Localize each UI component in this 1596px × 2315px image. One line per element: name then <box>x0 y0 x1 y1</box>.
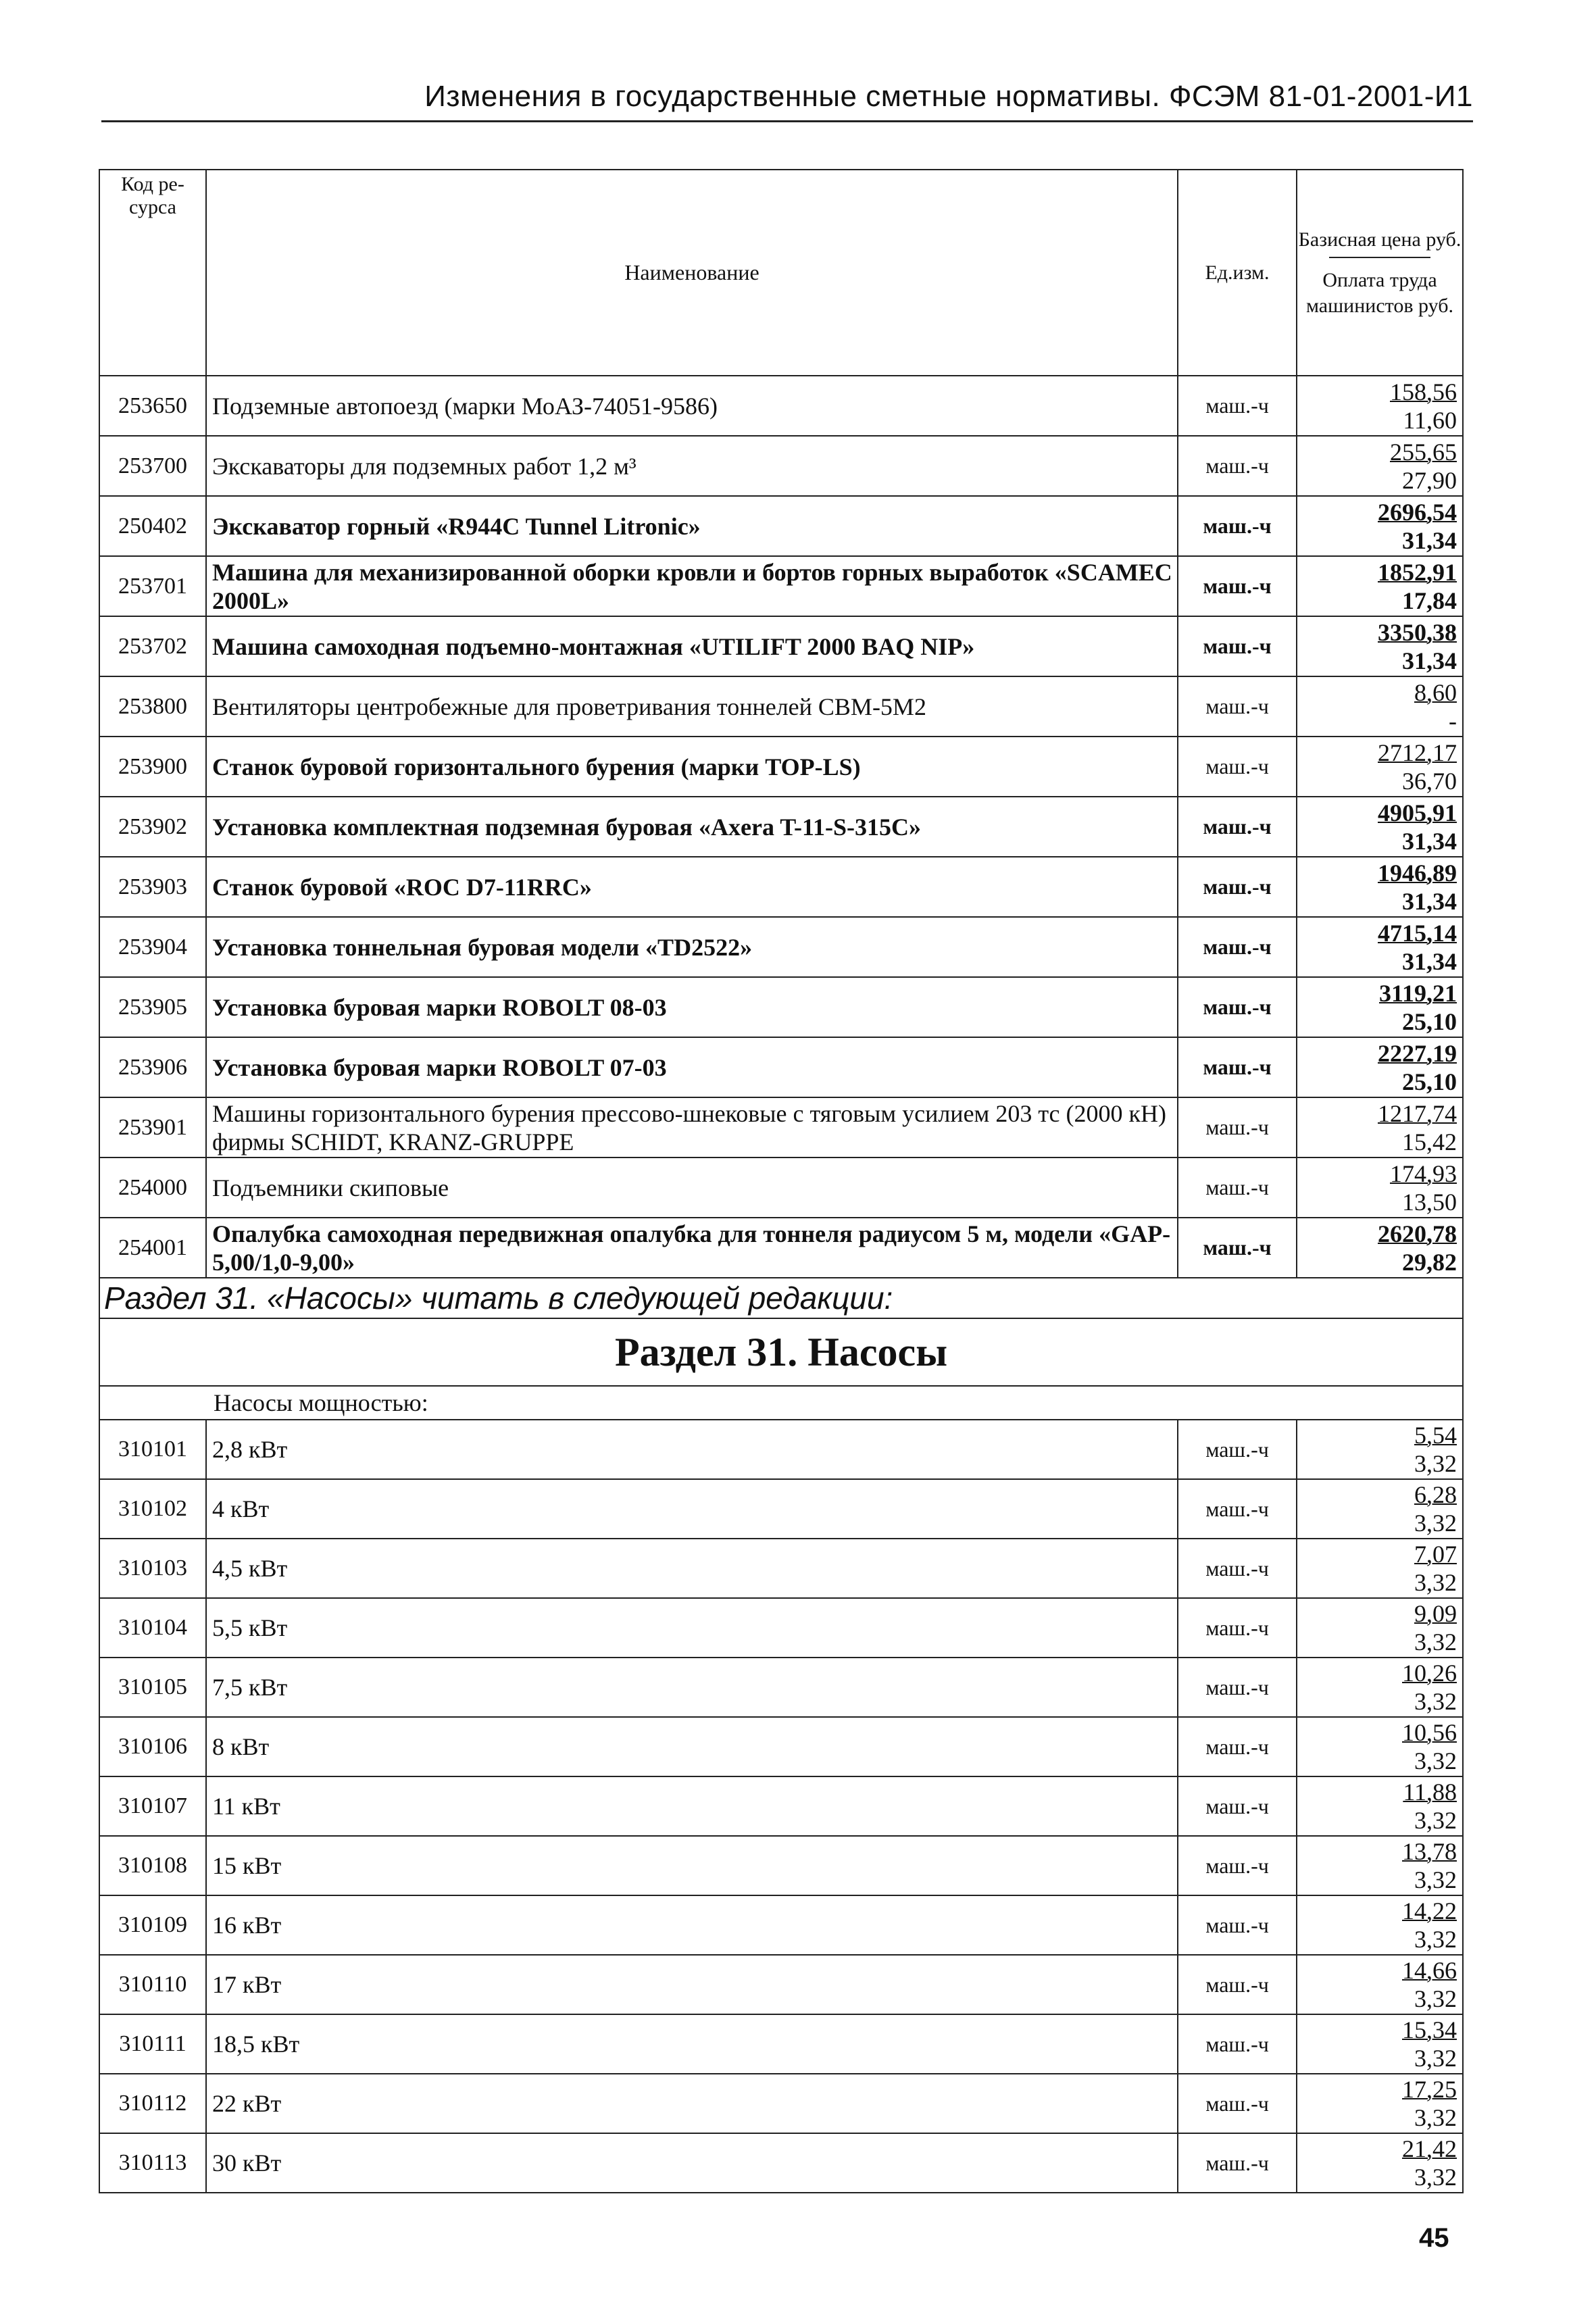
table-row <box>99 676 1463 737</box>
resource-code: 253900 <box>99 737 206 797</box>
table-row <box>99 1158 1463 1218</box>
column-header-operator-pay: Оплата труда машинистов руб. <box>1305 268 1454 317</box>
operator-pay: 31,34 <box>1402 526 1457 554</box>
base-price: 13,78 <box>1402 1838 1457 1865</box>
table-row <box>99 857 1463 917</box>
resource-code: 253906 <box>99 1037 206 1097</box>
resource-price <box>1297 616 1463 676</box>
resource-code: 310102 <box>99 1479 206 1539</box>
resource-name: 8 кВт <box>206 1717 1178 1776</box>
resource-unit: маш.-ч <box>1178 1479 1297 1539</box>
column-header-name: Наименование <box>206 170 1178 376</box>
resource-code: 310103 <box>99 1539 206 1598</box>
table-row <box>99 2074 1463 2133</box>
base-price: 7,07 <box>1414 1541 1457 1568</box>
resource-name: 16 кВт <box>206 1895 1178 1955</box>
resource-unit: маш.-ч <box>1178 1776 1297 1836</box>
resource-unit: маш.-ч <box>1178 977 1297 1037</box>
column-header-code: Код ре-сурса <box>99 170 206 376</box>
section-title: Раздел 31. Насосы <box>99 1318 1463 1386</box>
resource-code: 310101 <box>99 1420 206 1479</box>
resource-price <box>1297 737 1463 797</box>
base-price: 174,93 <box>1390 1160 1457 1187</box>
resource-name: 17 кВт <box>206 1955 1178 2014</box>
resource-name: Установка комплектная подземная буровая «Axera T-11-S-315C» <box>206 797 1178 857</box>
base-price: 2712,17 <box>1378 739 1457 766</box>
table-row <box>99 1539 1463 1598</box>
resource-price <box>1297 376 1463 436</box>
resource-price <box>1297 1895 1463 1955</box>
resource-price <box>1297 2133 1463 2193</box>
operator-pay: 3,32 <box>1414 1807 1457 1834</box>
page-number: 45 <box>1419 2223 1449 2253</box>
resource-code: 310104 <box>99 1598 206 1658</box>
resource-price <box>1297 797 1463 857</box>
table-row <box>99 556 1463 616</box>
table-row <box>99 376 1463 436</box>
resource-price <box>1297 977 1463 1037</box>
column-header-base-price: Базисная цена руб. <box>1298 228 1462 251</box>
operator-pay: 31,34 <box>1402 887 1457 915</box>
operator-pay: 3,32 <box>1414 2045 1457 2072</box>
resource-unit: маш.-ч <box>1178 917 1297 977</box>
resource-code: 253701 <box>99 556 206 616</box>
operator-pay: 3,32 <box>1414 1510 1457 1537</box>
operator-pay: 15,42 <box>1402 1128 1457 1155</box>
resource-price <box>1297 1479 1463 1539</box>
operator-pay: 25,10 <box>1402 1007 1457 1035</box>
base-price: 14,66 <box>1402 1957 1457 1984</box>
header-divider <box>101 120 1473 122</box>
resource-name: Машина для механизированной оборки кровли и бортов горных выработок «SCAMEC 2000L» <box>206 556 1178 616</box>
table-row <box>99 1218 1463 1278</box>
resource-price <box>1297 857 1463 917</box>
resource-name: 11 кВт <box>206 1776 1178 1836</box>
base-price: 10,56 <box>1402 1719 1457 1746</box>
operator-pay: 3,32 <box>1414 1985 1457 2012</box>
resource-name: Машина самоходная подъемно-монтажная «UTILIFT 2000 BAQ NIP» <box>206 616 1178 676</box>
operator-pay: 3,32 <box>1414 2164 1457 2191</box>
resource-unit: маш.-ч <box>1178 436 1297 496</box>
column-header-unit: Ед.изм. <box>1178 170 1297 376</box>
table-row <box>99 496 1463 556</box>
resource-unit: маш.-ч <box>1178 797 1297 857</box>
resource-name: 22 кВт <box>206 2074 1178 2133</box>
table-row <box>99 917 1463 977</box>
resource-unit: маш.-ч <box>1178 376 1297 436</box>
resource-unit: маш.-ч <box>1178 1955 1297 2014</box>
base-price: 6,28 <box>1414 1481 1457 1508</box>
resource-unit: маш.-ч <box>1178 737 1297 797</box>
resource-price <box>1297 556 1463 616</box>
operator-pay: 27,90 <box>1402 466 1457 494</box>
table-row <box>99 1037 1463 1097</box>
section-note: Раздел 31. «Насосы» читать в следующей редакции: <box>99 1278 1463 1318</box>
operator-pay: 31,34 <box>1402 827 1457 855</box>
resource-code: 250402 <box>99 496 206 556</box>
table-row <box>99 1097 1463 1158</box>
table-row <box>99 977 1463 1037</box>
base-price: 9,09 <box>1414 1600 1457 1627</box>
resource-price <box>1297 2014 1463 2074</box>
operator-pay: 3,32 <box>1414 1747 1457 1774</box>
resource-name: 30 кВт <box>206 2133 1178 2193</box>
operator-pay: 3,32 <box>1414 1688 1457 1715</box>
resource-price <box>1297 2074 1463 2133</box>
operator-pay: 3,32 <box>1414 1450 1457 1477</box>
table-row <box>99 1955 1463 2014</box>
base-price: 4715,14 <box>1378 919 1457 947</box>
resource-name: Установка буровая марки ROBOLT 07-03 <box>206 1037 1178 1097</box>
resource-price <box>1297 1776 1463 1836</box>
resource-unit: маш.-ч <box>1178 2133 1297 2193</box>
operator-pay: 11,60 <box>1403 406 1457 434</box>
resource-code: 310111 <box>99 2014 206 2074</box>
resource-code: 253700 <box>99 436 206 496</box>
resource-code: 253800 <box>99 676 206 737</box>
resource-name: 15 кВт <box>206 1836 1178 1895</box>
table-row <box>99 1420 1463 1479</box>
table-row <box>99 2133 1463 2193</box>
base-price: 17,25 <box>1402 2076 1457 2103</box>
resource-code: 310107 <box>99 1776 206 1836</box>
operator-pay: 3,32 <box>1414 1926 1457 1953</box>
resource-name: 4,5 кВт <box>206 1539 1178 1598</box>
table-row <box>99 1895 1463 1955</box>
table-row <box>99 2014 1463 2074</box>
table-row <box>99 1479 1463 1539</box>
resource-code: 253904 <box>99 917 206 977</box>
resource-price <box>1297 1598 1463 1658</box>
table-row <box>99 1717 1463 1776</box>
resource-code: 253702 <box>99 616 206 676</box>
resource-price <box>1297 1836 1463 1895</box>
base-price: 2227,19 <box>1378 1039 1457 1067</box>
resource-price <box>1297 436 1463 496</box>
resource-name: Станок буровой «ROC D7-11RRC» <box>206 857 1178 917</box>
resource-name: 5,5 кВт <box>206 1598 1178 1658</box>
resource-price <box>1297 917 1463 977</box>
operator-pay: 3,32 <box>1414 1569 1457 1596</box>
operator-pay: 36,70 <box>1402 767 1457 795</box>
resource-price <box>1297 1717 1463 1776</box>
resource-name: 4 кВт <box>206 1479 1178 1539</box>
resource-price <box>1297 1097 1463 1158</box>
resource-name: Подземные автопоезд (марки МоАЗ-74051-9586) <box>206 376 1178 436</box>
operator-pay: 3,32 <box>1414 1866 1457 1893</box>
resource-code: 310109 <box>99 1895 206 1955</box>
base-price: 1217,74 <box>1378 1099 1457 1127</box>
resource-price <box>1297 1658 1463 1717</box>
operator-pay: 31,34 <box>1402 947 1457 975</box>
operator-pay: 13,50 <box>1402 1188 1457 1216</box>
base-price: 255,65 <box>1390 438 1457 466</box>
operator-pay: 31,34 <box>1402 647 1457 674</box>
resource-code: 253901 <box>99 1097 206 1158</box>
resource-code: 310112 <box>99 2074 206 2133</box>
resource-name: Экскаватор горный «R944C Tunnel Litronic» <box>206 496 1178 556</box>
resource-unit: маш.-ч <box>1178 676 1297 737</box>
base-price: 8,60 <box>1414 678 1457 706</box>
base-price: 3350,38 <box>1378 618 1457 646</box>
base-price: 158,56 <box>1390 378 1457 405</box>
base-price: 5,54 <box>1414 1422 1457 1449</box>
resource-unit: маш.-ч <box>1178 616 1297 676</box>
resource-name: Экскаваторы для подземных работ 1,2 м³ <box>206 436 1178 496</box>
resource-unit: маш.-ч <box>1178 1539 1297 1598</box>
base-price: 21,42 <box>1402 2135 1457 2162</box>
resource-price <box>1297 676 1463 737</box>
table-row <box>99 436 1463 496</box>
resource-unit: маш.-ч <box>1178 1097 1297 1158</box>
base-price: 1852,91 <box>1378 558 1457 586</box>
operator-pay: 3,32 <box>1414 1628 1457 1656</box>
resource-price <box>1297 1955 1463 2014</box>
operator-pay: 29,82 <box>1402 1248 1457 1276</box>
base-price: 11,88 <box>1403 1778 1457 1806</box>
table-row <box>99 737 1463 797</box>
operator-pay: 3,32 <box>1414 2104 1457 2131</box>
resource-code: 254001 <box>99 1218 206 1278</box>
resource-unit: маш.-ч <box>1178 2014 1297 2074</box>
resource-price <box>1297 1158 1463 1218</box>
resource-name: Установка тоннельная буровая модели «TD2522» <box>206 917 1178 977</box>
resource-name: Вентиляторы центробежные для проветривания тоннелей СВМ-5М2 <box>206 676 1178 737</box>
resource-name: Подъемники скиповые <box>206 1158 1178 1218</box>
table-row <box>99 616 1463 676</box>
table-row <box>99 1598 1463 1658</box>
base-price: 15,34 <box>1402 2016 1457 2043</box>
resource-name: Станок буровой горизонтального бурения (марки TOP-LS) <box>206 737 1178 797</box>
resource-unit: маш.-ч <box>1178 1037 1297 1097</box>
base-price: 10,26 <box>1402 1660 1457 1687</box>
resource-code: 253902 <box>99 797 206 857</box>
resource-code: 310113 <box>99 2133 206 2193</box>
table-row <box>99 1836 1463 1895</box>
base-price: 2620,78 <box>1378 1220 1457 1247</box>
resource-price <box>1297 1037 1463 1097</box>
resource-unit: маш.-ч <box>1178 1218 1297 1278</box>
subheading: Насосы мощностью: <box>99 1386 1463 1420</box>
base-price: 14,22 <box>1402 1897 1457 1924</box>
operator-pay: 25,10 <box>1402 1068 1457 1095</box>
subheading-row <box>99 1386 1463 1420</box>
resource-unit: маш.-ч <box>1178 1420 1297 1479</box>
resource-name: 18,5 кВт <box>206 2014 1178 2074</box>
resource-name: Опалубка самоходная передвижная опалубка для тоннеля радиусом 5 м, модели «GAP-5,00/1,0-9,00» <box>206 1218 1178 1278</box>
resource-name: Машины горизонтального бурения прессово-шнековые с тяговым усилием 203 тс (2000 кН) фирмы SCHIDT, KRANZ-GRUPPE <box>206 1097 1178 1158</box>
resource-table <box>99 169 1464 2193</box>
resource-price <box>1297 1420 1463 1479</box>
column-header-price <box>1297 170 1463 376</box>
resource-unit: маш.-ч <box>1178 496 1297 556</box>
base-price: 3119,21 <box>1378 979 1457 1007</box>
table-row <box>99 1658 1463 1717</box>
resource-code: 254000 <box>99 1158 206 1218</box>
resource-unit: маш.-ч <box>1178 1717 1297 1776</box>
resource-code: 253650 <box>99 376 206 436</box>
section-note-row <box>99 1278 1463 1318</box>
resource-price <box>1297 496 1463 556</box>
resource-name: Установка буровая марки ROBOLT 08-03 <box>206 977 1178 1037</box>
base-price: 1946,89 <box>1378 859 1457 887</box>
resource-unit: маш.-ч <box>1178 556 1297 616</box>
column-header-price-divider <box>1329 257 1430 258</box>
resource-code: 310108 <box>99 1836 206 1895</box>
section-title-row <box>99 1318 1463 1386</box>
table-row <box>99 1776 1463 1836</box>
table-row <box>99 797 1463 857</box>
resource-code: 253903 <box>99 857 206 917</box>
resource-unit: маш.-ч <box>1178 1658 1297 1717</box>
resource-name: 2,8 кВт <box>206 1420 1178 1479</box>
resource-code: 310105 <box>99 1658 206 1717</box>
resource-price <box>1297 1539 1463 1598</box>
page-header-title: Изменения в государственные сметные нормативы. ФСЭМ 81-01-2001-И1 <box>424 80 1473 113</box>
resource-unit: маш.-ч <box>1178 857 1297 917</box>
resource-price <box>1297 1218 1463 1278</box>
resource-code: 310110 <box>99 1955 206 2014</box>
table-header-row <box>99 170 1463 376</box>
resource-unit: маш.-ч <box>1178 2074 1297 2133</box>
resource-unit: маш.-ч <box>1178 1836 1297 1895</box>
resource-name: 7,5 кВт <box>206 1658 1178 1717</box>
resource-code: 310106 <box>99 1717 206 1776</box>
resource-unit: маш.-ч <box>1178 1895 1297 1955</box>
base-price: 2696,54 <box>1378 498 1457 526</box>
base-price: 4905,91 <box>1378 799 1457 826</box>
resource-unit: маш.-ч <box>1178 1158 1297 1218</box>
operator-pay: - <box>1449 707 1457 735</box>
resource-unit: маш.-ч <box>1178 1598 1297 1658</box>
resource-code: 253905 <box>99 977 206 1037</box>
operator-pay: 17,84 <box>1402 587 1457 614</box>
